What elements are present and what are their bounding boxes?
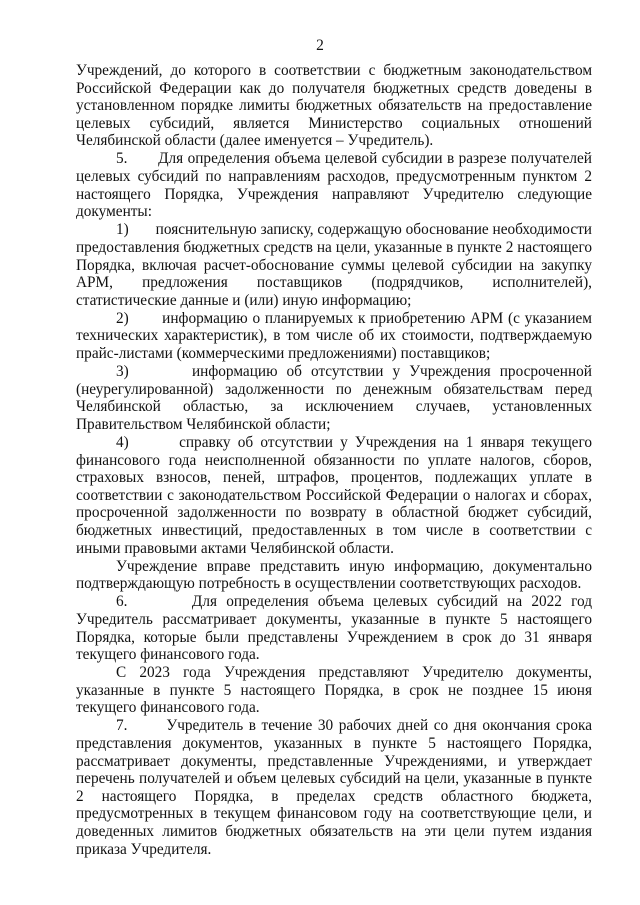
paragraph-additional-info: Учреждение вправе представить иную информацию, документально подтверждающую потребность в осуществлении соответствующих расходов. [76,557,592,593]
paragraph-subitem-4: 4) справку об отсутствии у Учреждения на 1 января текущего финансового года неисполненной обязанности по уплате налогов, сборов, страховых взносов, пеней, штрафов, процентов, подлежащих уплате в соответствии с законодательством Российской Федерации о налогах и сборах, просроченной задолженности по возврату в областной бюджет субсидий, бюджетных инвестиций, предоставленных в том числе в соответствии с иными правовыми актами Челябинской области. [76,433,592,557]
document-body [76,62,592,858]
paragraph-subitem-2: 2) информацию о планируемых к приобретению АРМ (с указанием технических характеристик), в том числе об их стоимости, подтверждаемую прайс-листами (коммерческими предложениями) поставщиков; [76,309,592,362]
paragraph-subitem-1: 1) пояснительную записку, содержащую обоснование необходимости предоставления бюджетных средств на цели, указанные в пункте 2 настоящего Порядка, включая расчет-обоснование суммы целевой субсидии на закупку АРМ, предложения поставщиков (подрядчиков, исполнителей), статистические данные и (или) иную информацию; [76,221,592,309]
paragraph-item-6: 6. Для определения объема целевых субсидий на 2022 год Учредитель рассматривает документы, указанные в пункте 5 настоящего Порядка, которые были представлены Учреждением в срок до 31 января текущего финансового года. [76,593,592,664]
paragraph-from-2023: С 2023 года Учреждения представляют Учредителю документы, указанные в пункте 5 настоящего Порядка, в срок не позднее 15 июня текущего финансового года. [76,664,592,717]
paragraph-continuation: Учреждений, до которого в соответствии с бюджетным законодательством Российской Федерации как до получателя бюджетных средств доведены в установленном порядке лимиты бюджетных обязательств на предоставление целевых субсидий, является Министерство социальных отношений Челябинской области (далее именуется – Учредитель). [76,62,592,150]
paragraph-item-5: 5. Для определения объема целевой субсидии в разрезе получателей целевых субсидий по направлениям расходов, предусмотренным пунктом 2 настоящего Порядка, Учреждения направляют Учредителю следующие документы: [76,150,592,221]
paragraph-item-7: 7. Учредитель в течение 30 рабочих дней со дня окончания срока представления документов, указанных в пункте 5 настоящего Порядка, рассматривает документы, представленные Учреждениями, и утверждает перечень получателей и объем целевых субсидий на цели, указанные в пункте 2 настоящего Порядка, в пределах средств областного бюджета, предусмотренных в текущем финансовом году на соответствующие цели, и доведенных лимитов бюджетных обязательств на эти цели путем издания приказа Учредителя. [76,717,592,858]
page-number: 2 [316,37,324,54]
paragraph-subitem-3: 3) информацию об отсутствии у Учреждения просроченной (неурегулированной) задолженности по денежным обязательствам перед Челябинской областью, за исключением случаев, установленных Правительством Челябинской области; [76,363,592,433]
